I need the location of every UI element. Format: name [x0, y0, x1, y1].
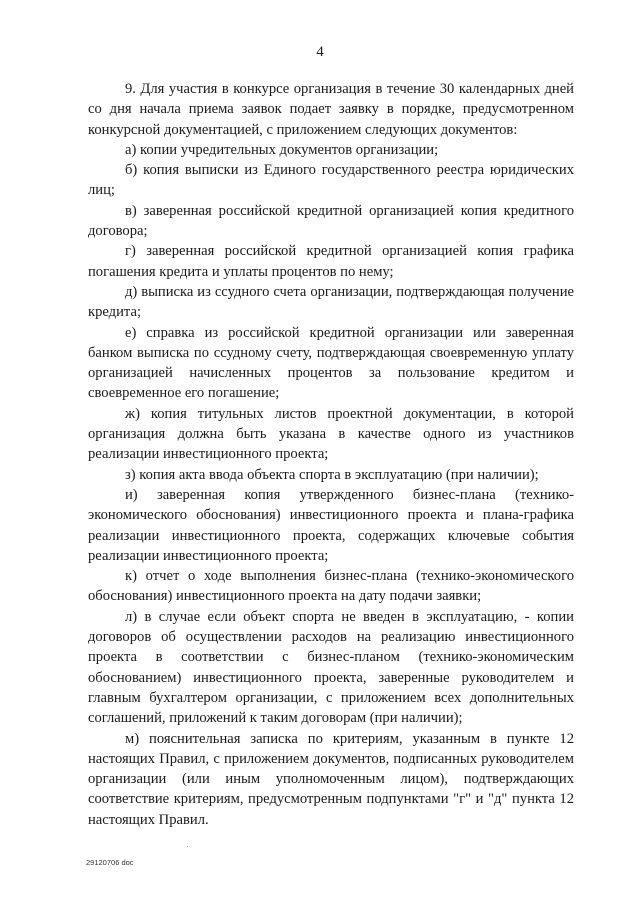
list-item-v: в) заверенная российской кредитной организацией копия кредитного договора;: [88, 202, 574, 240]
paragraph-9-intro: 9. Для участия в конкурсе организация в течение 30 календарных дней со дня начала приема заявок подает заявку в порядке, предусмотренном конкурсной документацией, с приложением следующих документов:: [88, 81, 574, 138]
list-item-b: б) копия выписки из Единого государственного реестра юридических лиц;: [88, 162, 574, 199]
scan-speck: [187, 846, 188, 847]
list-item-g: г) заверенная российской кредитной организацией копия графика погашения кредита и уплаты процентов по нему;: [88, 243, 574, 280]
list-item-i: и) заверенная копия утвержденного бизнес-плана (технико-экономического обоснования) инвестиционного проекта и плана-графика реализации инвестиционного проекта, содержащих ключевые события реализации инвестиционного проекта;: [88, 486, 574, 564]
list-item-e: е) справка из российской кредитной организации или заверенная банком выписка по ссудному счету, подтверждающая своевременную уплату организацией начисленных процентов за пользование кредитом и своевременное его погашение;: [88, 324, 574, 402]
list-item-k: к) отчет о ходе выполнения бизнес-плана (технико-экономического обоснования) инвестиционного проекта на дату подачи заявки;: [88, 568, 574, 605]
document-footer-id: 29120706 doc: [86, 858, 134, 867]
list-item-m: м) пояснительная записка по критериям, указанным в пункте 12 настоящих Правил, с приложением документов, подписанных руководителем организации (или иным уполномоченным лицом), подтверждающих соответствие критериям, предусмотренным подпунктами "г" и "д" пункта 12 настоящих Правил.: [88, 730, 574, 828]
list-item-d: д) выписка из ссудного счета организации, подтверждающая получение кредита;: [88, 283, 574, 321]
page-number: 4: [316, 44, 324, 60]
list-item-a: а) копии учредительных документов организации;: [125, 141, 439, 158]
list-item-z: з) копия акта ввода объекта спорта в эксплуатацию (при наличии);: [125, 466, 539, 483]
list-item-l: л) в случае если объект спорта не введен в эксплуатацию, - копии договоров об осуществлении расходов на реализацию инвестиционного проекта в соответствии с бизнес-планом (технико-экономическим обоснованием) инвестиционного проекта, заверенные руководителем и главным бухгалтером организации, с приложением всех дополнительных соглашений, приложений к таким договорам (при наличии);: [88, 608, 574, 727]
list-item-zh: ж) копия титульных листов проектной документации, в которой организация должна быть указана в качестве одного из участников реализации инвестиционного проекта;: [88, 405, 574, 463]
document-body: [88, 79, 574, 830]
